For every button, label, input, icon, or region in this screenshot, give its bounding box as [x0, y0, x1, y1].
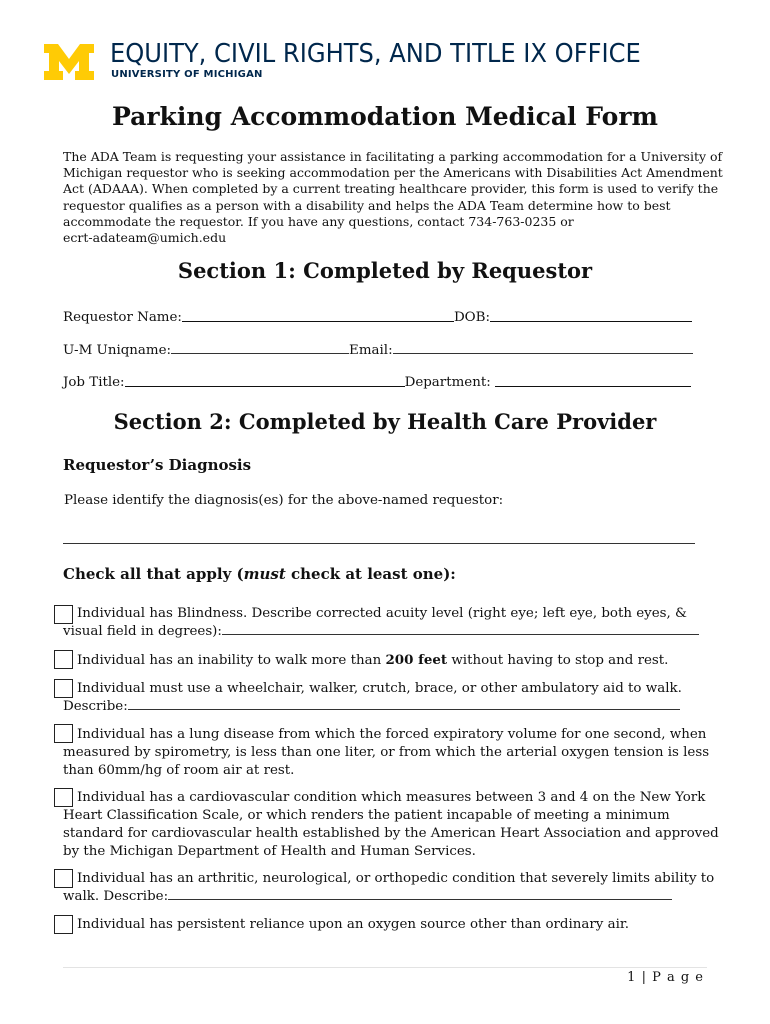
item-text: measured by spirometry, is less than one liter, or from which the arterial oxygen tension is less: [63, 745, 710, 760]
item-text: Individual has a lung disease from which the forced expiratory volume for one second, when: [77, 727, 707, 742]
email-label: Email:: [349, 343, 393, 358]
requestor-name-field[interactable]: [182, 320, 454, 322]
uniqname-label: U-M Uniqname:: [63, 343, 172, 358]
page-footer: [627, 970, 704, 985]
check-heading-post: check at least one):: [285, 565, 456, 583]
blindness-item: [63, 605, 708, 641]
item-text: walk. Describe:: [63, 888, 708, 906]
name-dob-row: [63, 310, 692, 325]
requestor-name-label: Requestor Name:: [63, 310, 182, 325]
footer-divider: [63, 967, 707, 968]
block-m-logo-icon: [44, 44, 94, 80]
job-department-row: [63, 375, 691, 390]
item-text: Heart Classification Scale, or which renders the patient incapable of meeting a minimum: [63, 808, 670, 823]
diagnosis-prompt: Please identify the diagnosis(es) for the above-named requestor:: [64, 493, 504, 508]
university-logo: [44, 44, 94, 80]
acuity-field[interactable]: [222, 633, 699, 635]
check-heading: [63, 565, 456, 583]
cardiovascular-item: [63, 789, 719, 861]
item-text: Individual has an inability to walk more than 200 feet without having to stop and rest.: [77, 652, 669, 668]
diagnosis-field[interactable]: [63, 543, 695, 544]
ambulatory-aid-item: [63, 680, 708, 716]
intro-contact-email: ecrt-adateam@umich.edu: [63, 230, 227, 246]
diagnosis-heading: Requestor’s Diagnosis: [63, 456, 252, 474]
condition-describe-field[interactable]: [168, 898, 672, 900]
dob-label: DOB:: [453, 310, 491, 325]
intro-line: Act (ADAAA). When completed by a current treating healthcare provider, this form is used to verify the: [63, 181, 719, 197]
check-heading-pre: Check all that apply (: [63, 565, 244, 583]
intro-line: The ADA Team is requesting your assistance in facilitating a parking accommodation for a University of: [63, 149, 723, 164]
item-text: Describe:: [63, 698, 708, 716]
ambulatory-aid-describe-field[interactable]: [128, 708, 680, 710]
section2-heading: Section 2: Completed by Health Care Provider: [113, 409, 657, 434]
uniqname-field[interactable]: [171, 352, 349, 354]
page-number: 1: [627, 970, 637, 985]
item-text: visual field in degrees):: [63, 623, 708, 641]
job-title-field[interactable]: [125, 385, 405, 387]
arthritic-neurological-item: [63, 870, 715, 906]
job-title-label: Job Title:: [63, 375, 125, 390]
intro-line: accommodate the requestor. If you have any questions, contact 734-763-0235 or: [63, 213, 574, 229]
walk-inability-item: [63, 651, 708, 670]
item-text: Individual has an arthritic, neurological, or orthopedic condition that severely limits ability to: [77, 871, 715, 886]
item-text: Individual has Blindness. Describe corrected acuity level (right eye; left eye, both eyes, &: [77, 606, 687, 621]
intro-line: Michigan requestor who is seeking accommodation per the Americans with Disabilities Act Amendment: [63, 165, 723, 181]
university-name: UNIVERSITY OF MICHIGAN: [111, 69, 263, 80]
item-text: by the Michigan Department of Health and Human Services.: [63, 844, 476, 859]
office-title: EQUITY, CIVIL RIGHTS, AND TITLE IX OFFICE: [110, 39, 641, 69]
item-text: Individual must use a wheelchair, walker, crutch, brace, or other ambulatory aid to walk.: [77, 681, 682, 696]
item-text: than 60mm/hg of room air at rest.: [63, 763, 295, 778]
uniqname-email-row: [63, 343, 693, 358]
oxygen-reliance-item: [63, 916, 708, 934]
email-field[interactable]: [393, 352, 693, 354]
check-heading-emphasis: must: [243, 565, 286, 583]
dob-field[interactable]: [490, 320, 692, 322]
distance-value: 200 feet: [385, 652, 448, 668]
page-title: Parking Accommodation Medical Form: [112, 102, 658, 131]
department-label: Department:: [404, 375, 491, 390]
page-label: | P a g e: [641, 970, 704, 985]
item-text: Individual has a cardiovascular condition which measures between 3 and 4 on the New York: [77, 790, 706, 805]
item-text: standard for cardiovascular health established by the American Heart Association and approved: [63, 826, 719, 841]
intro-paragraph: [63, 149, 723, 246]
lung-disease-item: [63, 726, 708, 780]
item-text: Individual has persistent reliance upon an oxygen source other than ordinary air.: [77, 917, 630, 932]
section1-heading: Section 1: Completed by Requestor: [177, 258, 593, 283]
department-field[interactable]: [495, 385, 691, 387]
intro-line: requestor qualifies as a person with a disability and helps the ADA Team determine how to best: [63, 197, 671, 213]
